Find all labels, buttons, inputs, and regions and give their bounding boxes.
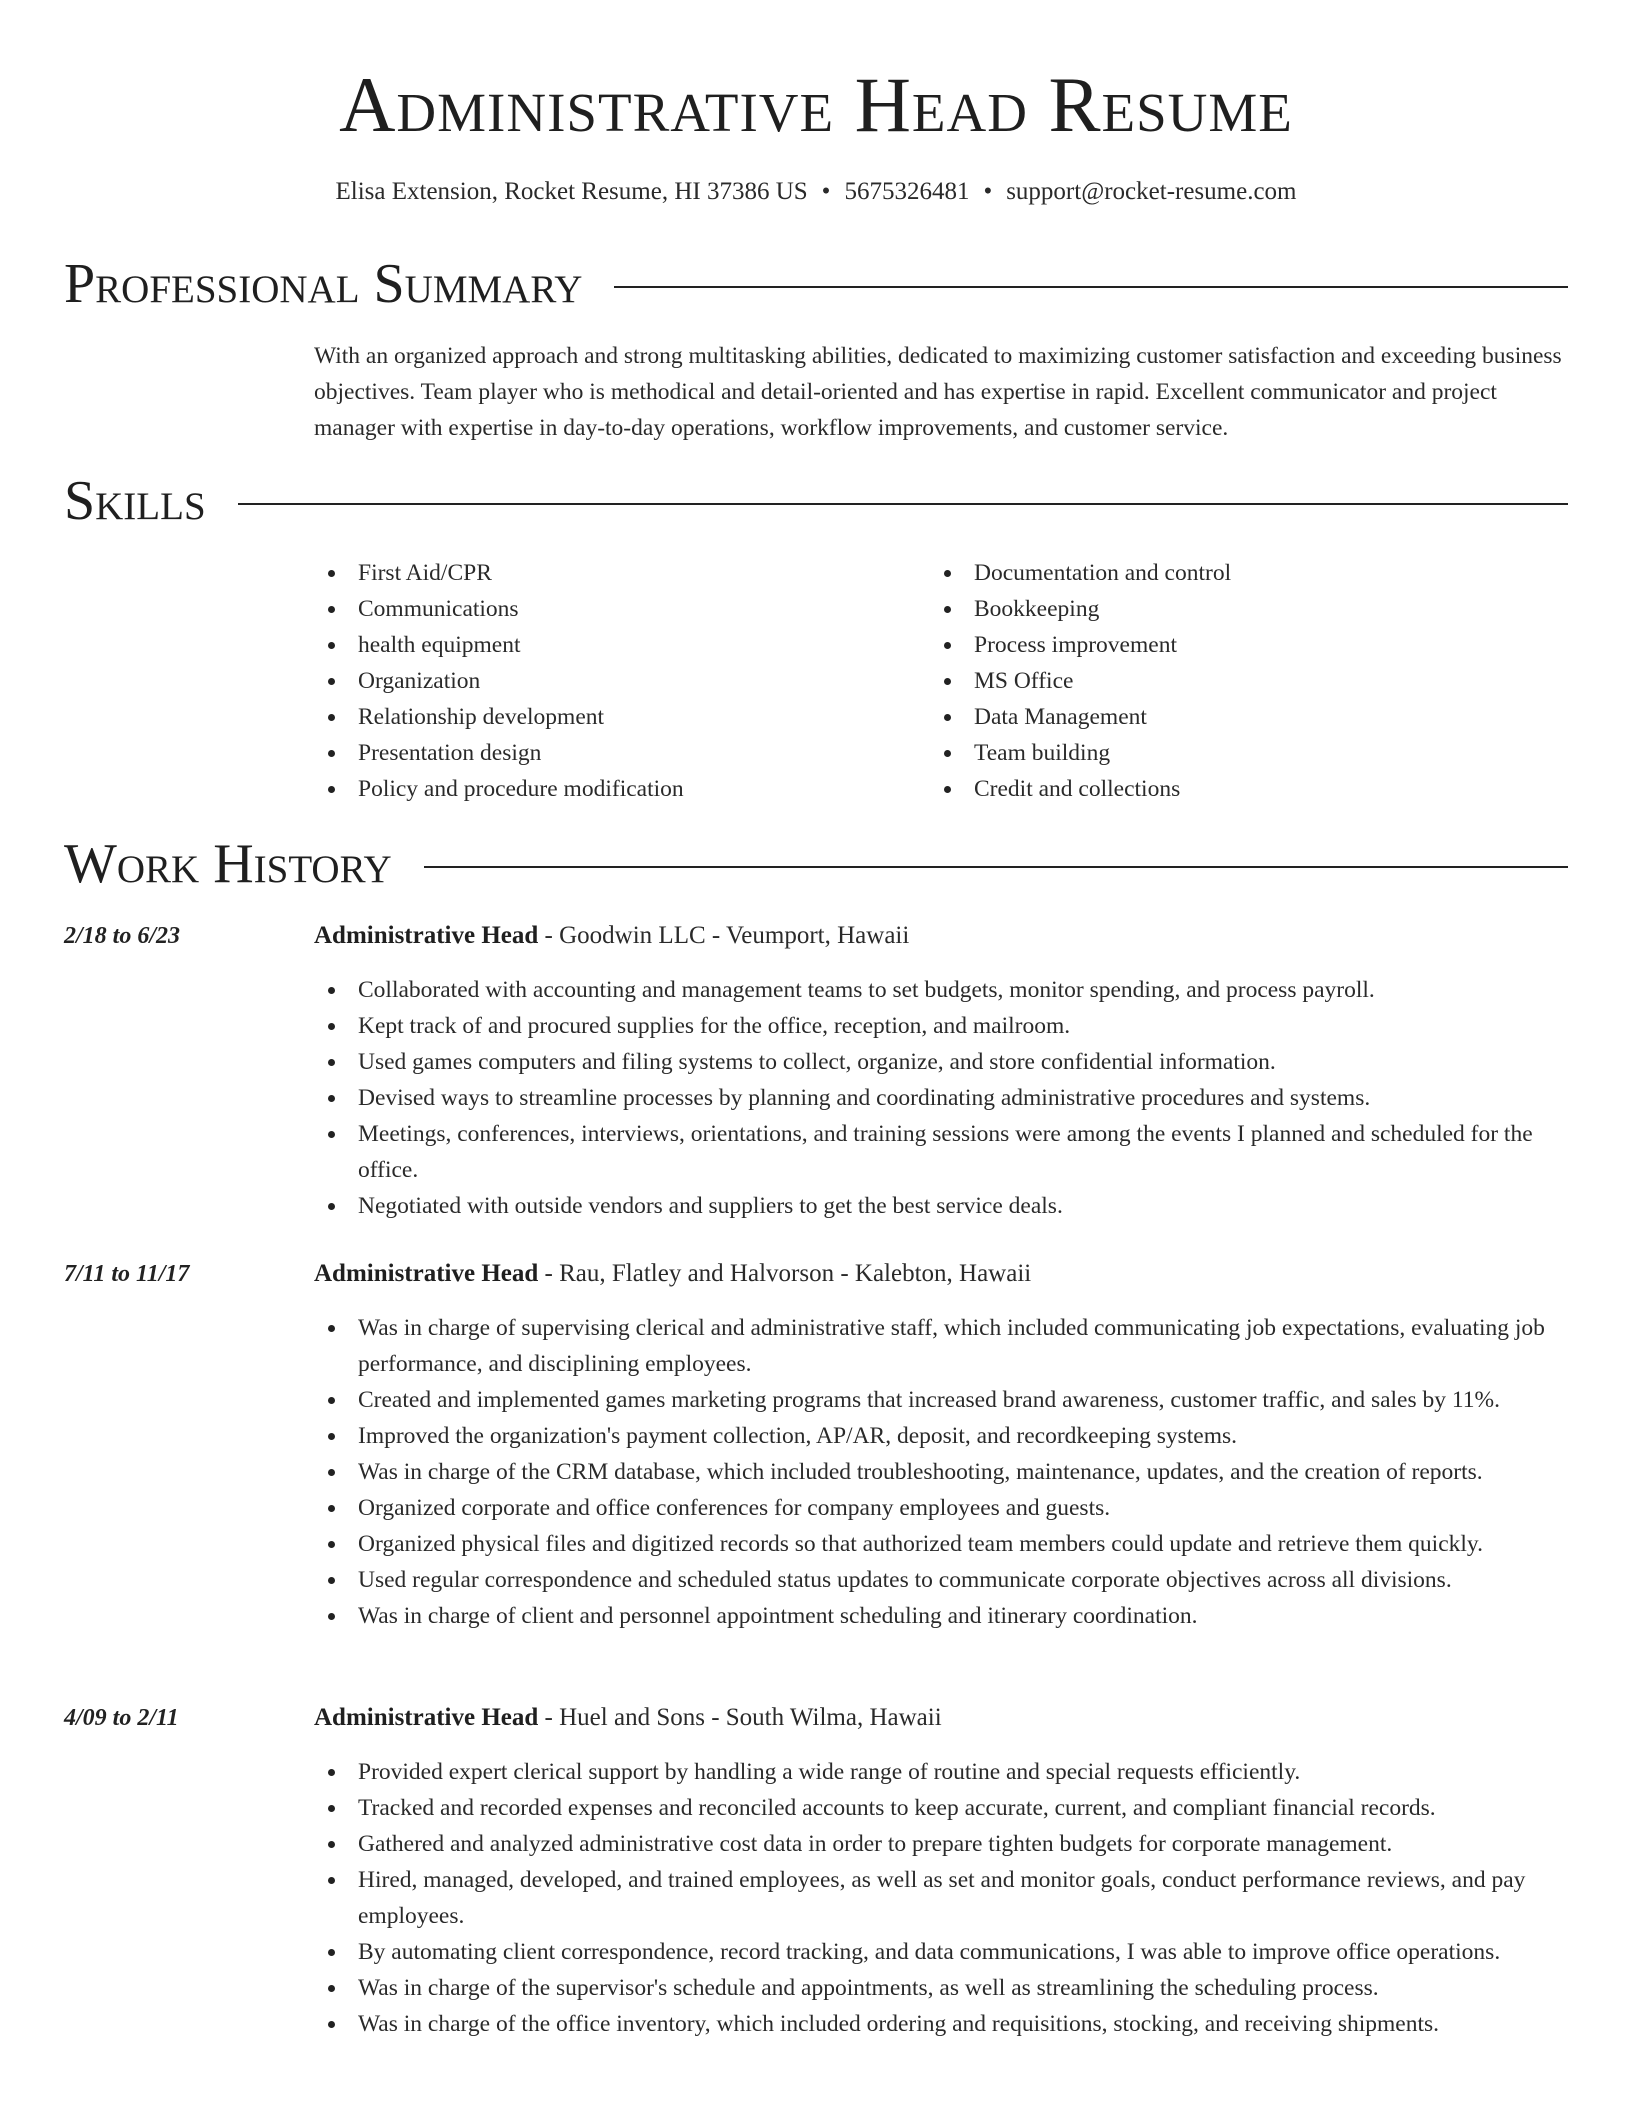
contact-separator: • (983, 178, 993, 205)
section-divider (614, 286, 1568, 288)
job-bullets (314, 1310, 1568, 1634)
section-title-work: Work History (64, 833, 392, 895)
section-summary-header (64, 252, 1568, 316)
contact-separator: • (821, 178, 831, 205)
skills-column-left (314, 555, 930, 807)
section-work-header (64, 832, 1568, 896)
job-bullet: By automating client correspondence, record tracking, and data communications, I was able to improve office operations. (314, 1934, 1568, 1970)
skill-item: First Aid/CPR (314, 555, 930, 591)
job-bullet: Was in charge of supervising clerical and administrative staff, which included communicating job expectations, evaluating job performance, and disciplining employees. (314, 1310, 1568, 1382)
job-dates: 2/18 to 6/23 (64, 923, 181, 949)
job-employer: - Goodwin LLC - Veumport, Hawaii (538, 922, 910, 949)
job-bullet: Gathered and analyzed administrative cost data in order to prepare tighten budgets for corporate management. (314, 1826, 1568, 1862)
contact-line (0, 176, 1632, 208)
job-bullet: Kept track of and procured supplies for the office, reception, and mailroom. (314, 1008, 1568, 1044)
skill-item: Relationship development (314, 699, 930, 735)
job-bullet: Tracked and recorded expenses and reconciled accounts to keep accurate, current, and compliant financial records. (314, 1790, 1568, 1826)
job-heading (314, 1256, 1031, 1292)
contact-email: support@rocket-resume.com (1006, 178, 1297, 205)
job-heading (314, 1700, 942, 1736)
skill-item: Communications (314, 591, 930, 627)
skill-item: Data Management (930, 699, 1546, 735)
job-bullet: Was in charge of the office inventory, which included ordering and requisitions, stocking, and receiving shipments. (314, 2006, 1568, 2042)
job-bullet: Collaborated with accounting and management teams to set budgets, monitor spending, and process payroll. (314, 972, 1568, 1008)
skill-item: Bookkeeping (930, 591, 1546, 627)
job-title: Administrative Head (314, 1704, 539, 1731)
section-skills-header (64, 469, 1568, 533)
skill-item: MS Office (930, 663, 1546, 699)
job-bullets (314, 972, 1568, 1224)
job-bullet: Negotiated with outside vendors and suppliers to get the best service deals. (314, 1188, 1568, 1224)
skill-item: Policy and procedure modification (314, 771, 930, 807)
job-bullet: Used games computers and filing systems to collect, organize, and store confidential information. (314, 1044, 1568, 1080)
job-title: Administrative Head (314, 1260, 539, 1287)
section-title-summary: Professional Summary (64, 253, 583, 315)
contact-phone: 5675326481 (844, 178, 970, 205)
job-bullet: Organized corporate and office conferences for company employees and guests. (314, 1490, 1568, 1526)
job-bullets (314, 1754, 1568, 2042)
job-employer: - Huel and Sons - South Wilma, Hawaii (538, 1704, 942, 1731)
job-dates: 7/11 to 11/17 (64, 1261, 190, 1287)
job-bullet: Improved the organization's payment collection, AP/AR, deposit, and recordkeeping systems. (314, 1418, 1568, 1454)
job-bullet: Created and implemented games marketing programs that increased brand awareness, customer traffic, and sales by 11%. (314, 1382, 1568, 1418)
skills-column-right (930, 555, 1546, 807)
resume-title: Administrative Head Resume (339, 61, 1293, 148)
section-title-skills: Skills (64, 470, 206, 532)
job-bullet: Was in charge of client and personnel appointment scheduling and itinerary coordination. (314, 1598, 1568, 1634)
job-bullet: Was in charge of the CRM database, which included troubleshooting, maintenance, updates, and the creation of reports. (314, 1454, 1568, 1490)
job-bullet: Devised ways to streamline processes by planning and coordinating administrative procedures and systems. (314, 1080, 1568, 1116)
skill-item: Organization (314, 663, 930, 699)
job-employer: - Rau, Flatley and Halvorson - Kalebton, Hawaii (538, 1260, 1032, 1287)
section-divider (238, 503, 1568, 505)
job-heading (314, 918, 909, 954)
job-dates: 4/09 to 2/11 (64, 1705, 179, 1731)
job-bullet: Organized physical files and digitized records so that authorized team members could update and retrieve them quickly. (314, 1526, 1568, 1562)
job-bullet: Meetings, conferences, interviews, orientations, and training sessions were among the events I planned and scheduled for the office. (314, 1116, 1568, 1188)
job-bullet: Used regular correspondence and scheduled status updates to communicate corporate objectives across all divisions. (314, 1562, 1568, 1598)
skill-item: Credit and collections (930, 771, 1546, 807)
skill-item: health equipment (314, 627, 930, 663)
skill-item: Documentation and control (930, 555, 1546, 591)
job-bullet: Hired, managed, developed, and trained employees, as well as set and monitor goals, conduct performance reviews, and pay employees. (314, 1862, 1568, 1934)
job-title: Administrative Head (314, 922, 539, 949)
skill-item: Presentation design (314, 735, 930, 771)
job-bullet: Provided expert clerical support by handling a wide range of routine and special requests efficiently. (314, 1754, 1568, 1790)
job-bullet: Was in charge of the supervisor's schedule and appointments, as well as streamlining the scheduling process. (314, 1970, 1568, 2006)
skill-item: Team building (930, 735, 1546, 771)
skills-list (314, 555, 1568, 807)
contact-address: Elisa Extension, Rocket Resume, HI 37386 US (335, 178, 808, 205)
section-divider (424, 866, 1568, 868)
skill-item: Process improvement (930, 627, 1546, 663)
summary-text: With an organized approach and strong multitasking abilities, dedicated to maximizing customer satisfaction and exceeding business objectives. Team player who is methodical and detail-oriented and has expertise in rapid. Excellent communicator and project manager with expertise in day-to-day operations, workflow improvements, and customer service. (314, 343, 1562, 441)
